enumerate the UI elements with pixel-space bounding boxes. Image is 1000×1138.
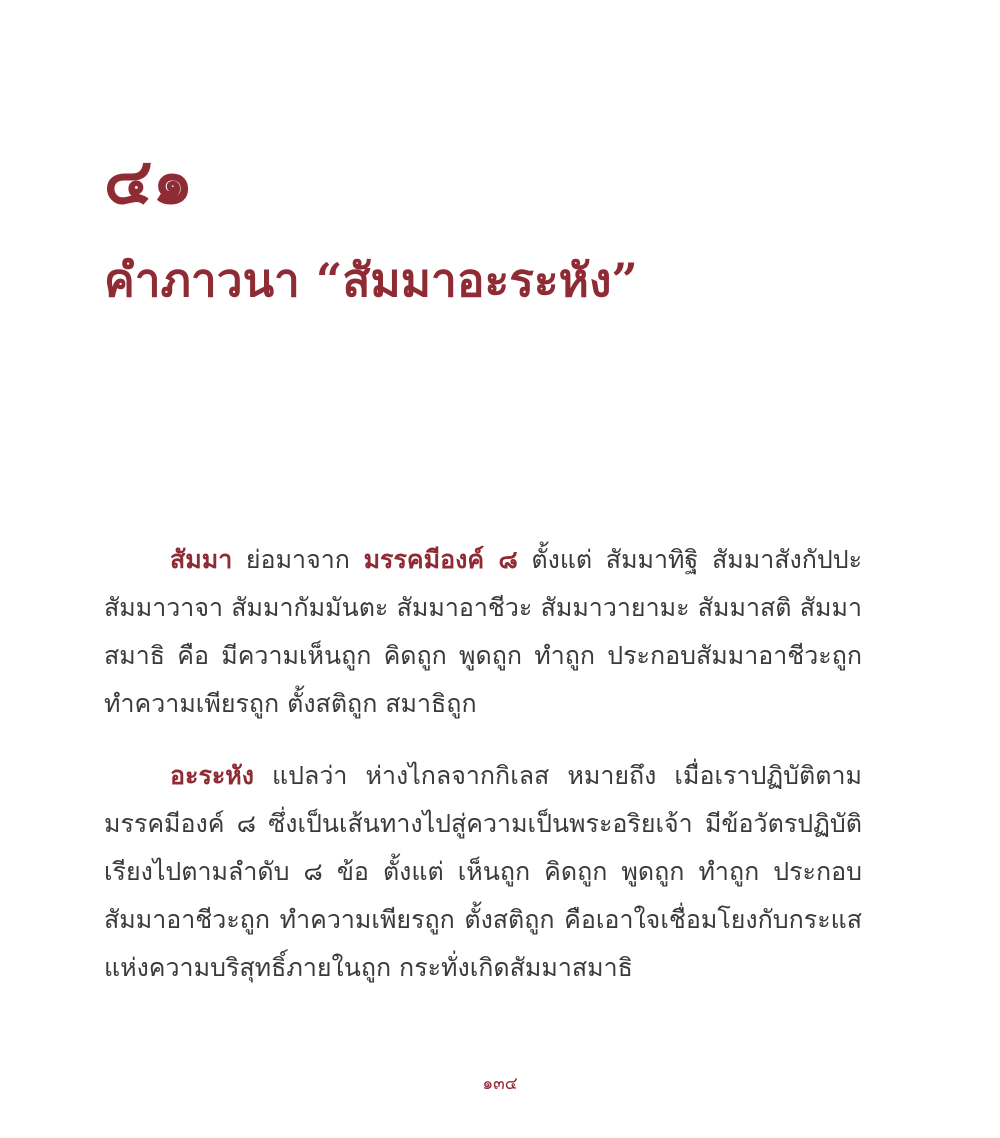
paragraph-araham (104, 752, 862, 992)
chapter-title: คำภาวนา “สัมมาอะระหัง” (104, 253, 638, 307)
page-number: ๑๓๔ (482, 1074, 518, 1094)
paragraph-text: ตั้งแต่ สัมมาทิฐิ สัมมาสังกัปปะ สัมมาวาจา สัมมากัมมันตะ สัมมาอาชีวะ สัมมาวายามะ สัมมาสติ สัมมาสมาธิ คือ มีความเห็นถูก คิดถูก พูดถูก ทำถูก ประกอบสัมมาอาชีวะถูก ทำความเพียรถูก ตั้งสติถูก สมาธิถูก (104, 545, 862, 718)
term-samma: สัมมา (170, 545, 233, 574)
paragraph-text: ย่อมาจาก (232, 545, 364, 574)
paragraph-text: แปลว่า ห่างไกลจากกิเลส หมายถึง เมื่อเราปฏิบัติตามมรรคมีองค์ ๘ ซึ่งเป็นเส้นทางไปสู่ความเป็นพระอริยเจ้า มีข้อวัตรปฏิบัติเรียงไปตามลำดับ ๘ ข้อ ตั้งแต่ เห็นถูก คิดถูก พูดถูก ทำถูก ประกอบสัมมาอาชีวะถูก ทำความเพียรถูก ตั้งสติถูก คือเอาใจเชื่อมโยงกับกระแสแห่งความบริสุทธิ์ภายในถูก กระทั่งเกิดสัมมาสมาธิ (104, 761, 862, 982)
term-araham: อะระหัง (170, 761, 254, 790)
chapter-number: ๔๑ (104, 144, 194, 219)
term-eightfold-path: มรรคมีองค์ ๘ (363, 545, 518, 574)
paragraph-samma (104, 536, 862, 728)
body-text (104, 536, 862, 1016)
